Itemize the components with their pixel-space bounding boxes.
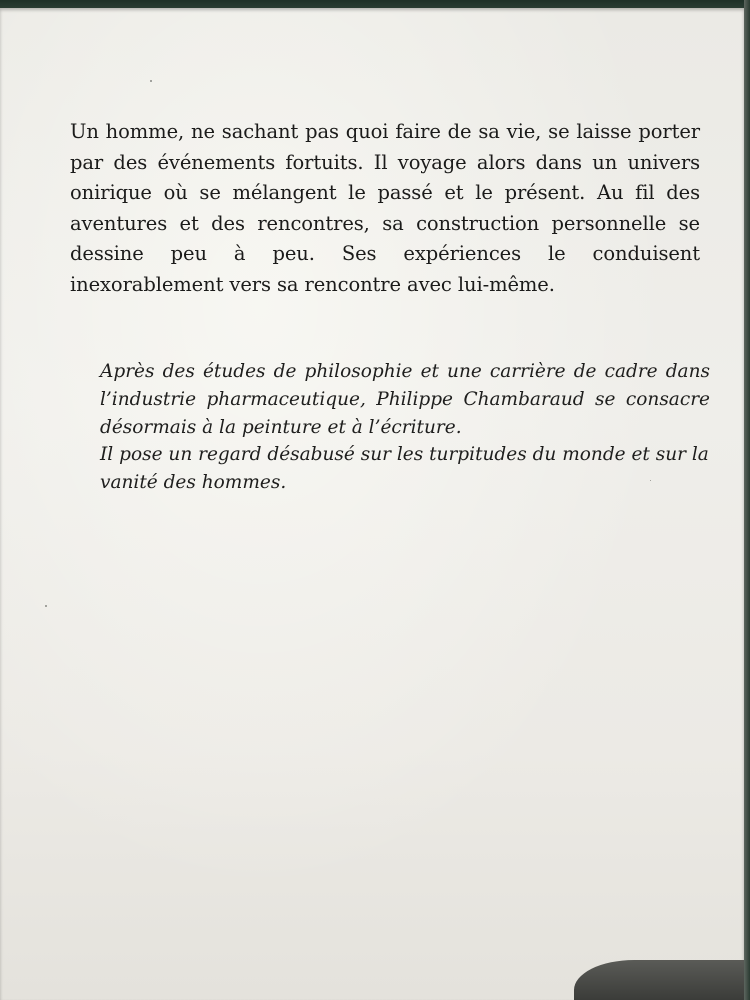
table-surface-right: [744, 0, 750, 1000]
author-bio-paragraph-2: Il pose un regard désabusé sur les turpitudes du monde et sur la vanité des hommes.: [100, 444, 709, 494]
author-bio: [100, 358, 710, 497]
paper-speck: [45, 605, 47, 607]
back-cover-page: [0, 8, 744, 1000]
paper-speck: [150, 80, 152, 82]
author-bio-paragraph-1: Après des études de philosophie et une carrière de cadre dans l’industrie pharmaceutique, Philippe Chambaraud se consacre désormais à la peinture et à l’écriture.: [100, 361, 710, 438]
book-summary: Un homme, ne sachant pas quoi faire de sa vie, se laisse porter par des événements fortuits. Il voyage alors dans un univers onirique où se mélangent le passé et le présent. Au fil des aventures et des rencontres, sa construction personnelle se dessine peu à peu. Ses expériences le conduisent inexorablement vers sa rencontre avec lui-même.: [70, 120, 700, 296]
corner-shadow: [574, 960, 744, 1000]
